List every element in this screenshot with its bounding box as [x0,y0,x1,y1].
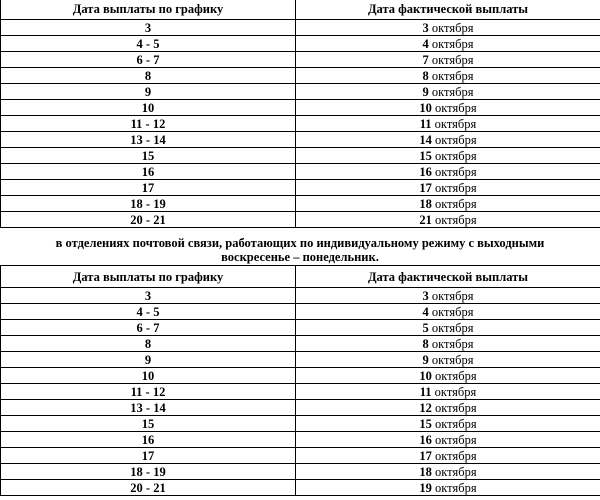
actual-month: октября [435,180,477,195]
section-note-line-1: в отделениях почтовой связи, работающих по индивидуальному режиму с выходными [55,236,545,250]
header-row [1,0,600,20]
scheduled-date-cell: 6 - 7 [1,52,296,68]
table-row [1,288,600,304]
scheduled-date-cell: 8 [1,336,296,352]
actual-day: 15 [419,416,432,431]
scheduled-date-cell: 9 [1,352,296,368]
actual-day: 14 [419,132,432,147]
actual-date-cell [296,20,600,36]
table-row [1,416,600,432]
actual-date-cell [296,116,600,132]
scheduled-date-cell: 18 - 19 [1,464,296,480]
actual-month: октября [435,480,477,495]
actual-day: 12 [419,400,432,415]
actual-day: 5 [422,320,429,335]
actual-day: 10 [419,368,432,383]
actual-date-cell [296,196,600,212]
actual-month: октября [431,84,474,99]
table-row [1,304,600,320]
actual-date-cell [296,180,600,196]
actual-month: октября [431,68,474,83]
actual-month: октября [435,368,477,383]
scheduled-date-cell: 10 [1,100,296,116]
actual-day: 8 [422,68,429,83]
actual-date-cell [296,464,600,480]
scheduled-date-cell: 16 [1,164,296,180]
actual-day: 19 [419,480,432,495]
table-row [1,100,600,116]
actual-day: 21 [419,212,432,227]
scheduled-date-cell: 3 [1,288,296,304]
actual-date-cell [296,212,600,228]
actual-month: октября [434,384,477,399]
actual-month: октября [435,432,477,447]
actual-month: октября [435,196,477,211]
actual-day: 15 [419,148,432,163]
actual-day: 8 [422,336,429,351]
actual-month: октября [431,336,474,351]
actual-day: 17 [419,448,432,463]
payment-schedule-table-2 [0,265,600,496]
actual-date-cell [296,288,600,304]
actual-month: октября [435,464,477,479]
scheduled-date-cell: 13 - 14 [1,400,296,416]
actual-date-cell [296,164,600,180]
table-row [1,132,600,148]
table-row [1,180,600,196]
table-row [1,148,600,164]
table-row [1,352,600,368]
scheduled-date-cell: 13 - 14 [1,132,296,148]
scheduled-date-cell: 15 [1,416,296,432]
scheduled-date-cell: 4 - 5 [1,36,296,52]
actual-month: октября [435,148,477,163]
actual-month: октября [435,400,477,415]
actual-day: 18 [419,464,432,479]
actual-date-header: Дата фактической выплаты [296,266,600,288]
actual-date-cell [296,432,600,448]
actual-month: октября [435,448,477,463]
actual-day: 4 [422,36,429,51]
table-row [1,164,600,180]
actual-month: октября [431,52,474,67]
actual-date-cell [296,448,600,464]
actual-date-cell [296,320,600,336]
actual-day: 9 [422,84,429,99]
scheduled-date-cell: 11 - 12 [1,384,296,400]
scheduled-date-cell: 4 - 5 [1,304,296,320]
scheduled-date-cell: 15 [1,148,296,164]
actual-month: октября [435,416,477,431]
actual-date-cell [296,84,600,100]
scheduled-date-cell: 11 - 12 [1,116,296,132]
actual-day: 7 [422,52,429,67]
actual-month: октября [431,20,474,35]
actual-month: октября [431,304,474,319]
table-row [1,384,600,400]
actual-date-cell [296,352,600,368]
actual-month: октября [435,212,477,227]
actual-month: октября [431,36,474,51]
table-row [1,336,600,352]
actual-date-cell [296,36,600,52]
header-row [1,266,600,288]
actual-date-cell [296,132,600,148]
table-row [1,84,600,100]
actual-day: 18 [419,196,432,211]
actual-date-cell [296,336,600,352]
actual-month: октября [434,116,477,131]
table-row [1,212,600,228]
actual-day: 16 [419,164,432,179]
table-row [1,448,600,464]
actual-date-cell [296,68,600,84]
actual-month: октября [431,352,474,367]
scheduled-date-header: Дата выплаты по графику [1,0,296,20]
actual-day: 3 [422,20,429,35]
table-row [1,68,600,84]
actual-date-cell [296,400,600,416]
table-row [1,196,600,212]
actual-day: 16 [419,432,432,447]
scheduled-date-cell: 20 - 21 [1,480,296,496]
actual-day: 3 [422,288,429,303]
actual-day: 11 [419,384,432,399]
table-row [1,52,600,68]
actual-date-cell [296,368,600,384]
scheduled-date-cell: 8 [1,68,296,84]
actual-date-cell [296,148,600,164]
actual-month: октября [431,320,474,335]
section-note-line-2: воскресенье – понедельник. [221,250,379,264]
scheduled-date-cell: 10 [1,368,296,384]
table-row [1,36,600,52]
table-row [1,320,600,336]
actual-day: 11 [419,116,432,131]
actual-day: 17 [419,180,432,195]
table-row [1,400,600,416]
actual-date-cell [296,480,600,496]
actual-date-cell [296,416,600,432]
actual-date-cell [296,52,600,68]
scheduled-date-cell: 20 - 21 [1,212,296,228]
scheduled-date-cell: 16 [1,432,296,448]
scheduled-date-cell: 17 [1,448,296,464]
table-row [1,432,600,448]
scheduled-date-cell: 3 [1,20,296,36]
actual-day: 10 [419,100,432,115]
payment-schedule-table-1 [0,0,600,228]
table-row [1,116,600,132]
scheduled-date-cell: 9 [1,84,296,100]
actual-month: октября [431,288,474,303]
actual-date-header: Дата фактической выплаты [296,0,600,20]
scheduled-date-header: Дата выплаты по графику [1,266,296,288]
scheduled-date-cell: 18 - 19 [1,196,296,212]
table-row [1,480,600,496]
actual-day: 9 [422,352,429,367]
scheduled-date-cell: 17 [1,180,296,196]
section-note [0,236,600,264]
scheduled-date-cell: 6 - 7 [1,320,296,336]
actual-date-cell [296,304,600,320]
actual-month: октября [435,100,477,115]
actual-month: октября [435,132,477,147]
actual-month: октября [435,164,477,179]
table-row [1,464,600,480]
table-row [1,368,600,384]
actual-date-cell [296,384,600,400]
table-row [1,20,600,36]
actual-day: 4 [422,304,429,319]
actual-date-cell [296,100,600,116]
